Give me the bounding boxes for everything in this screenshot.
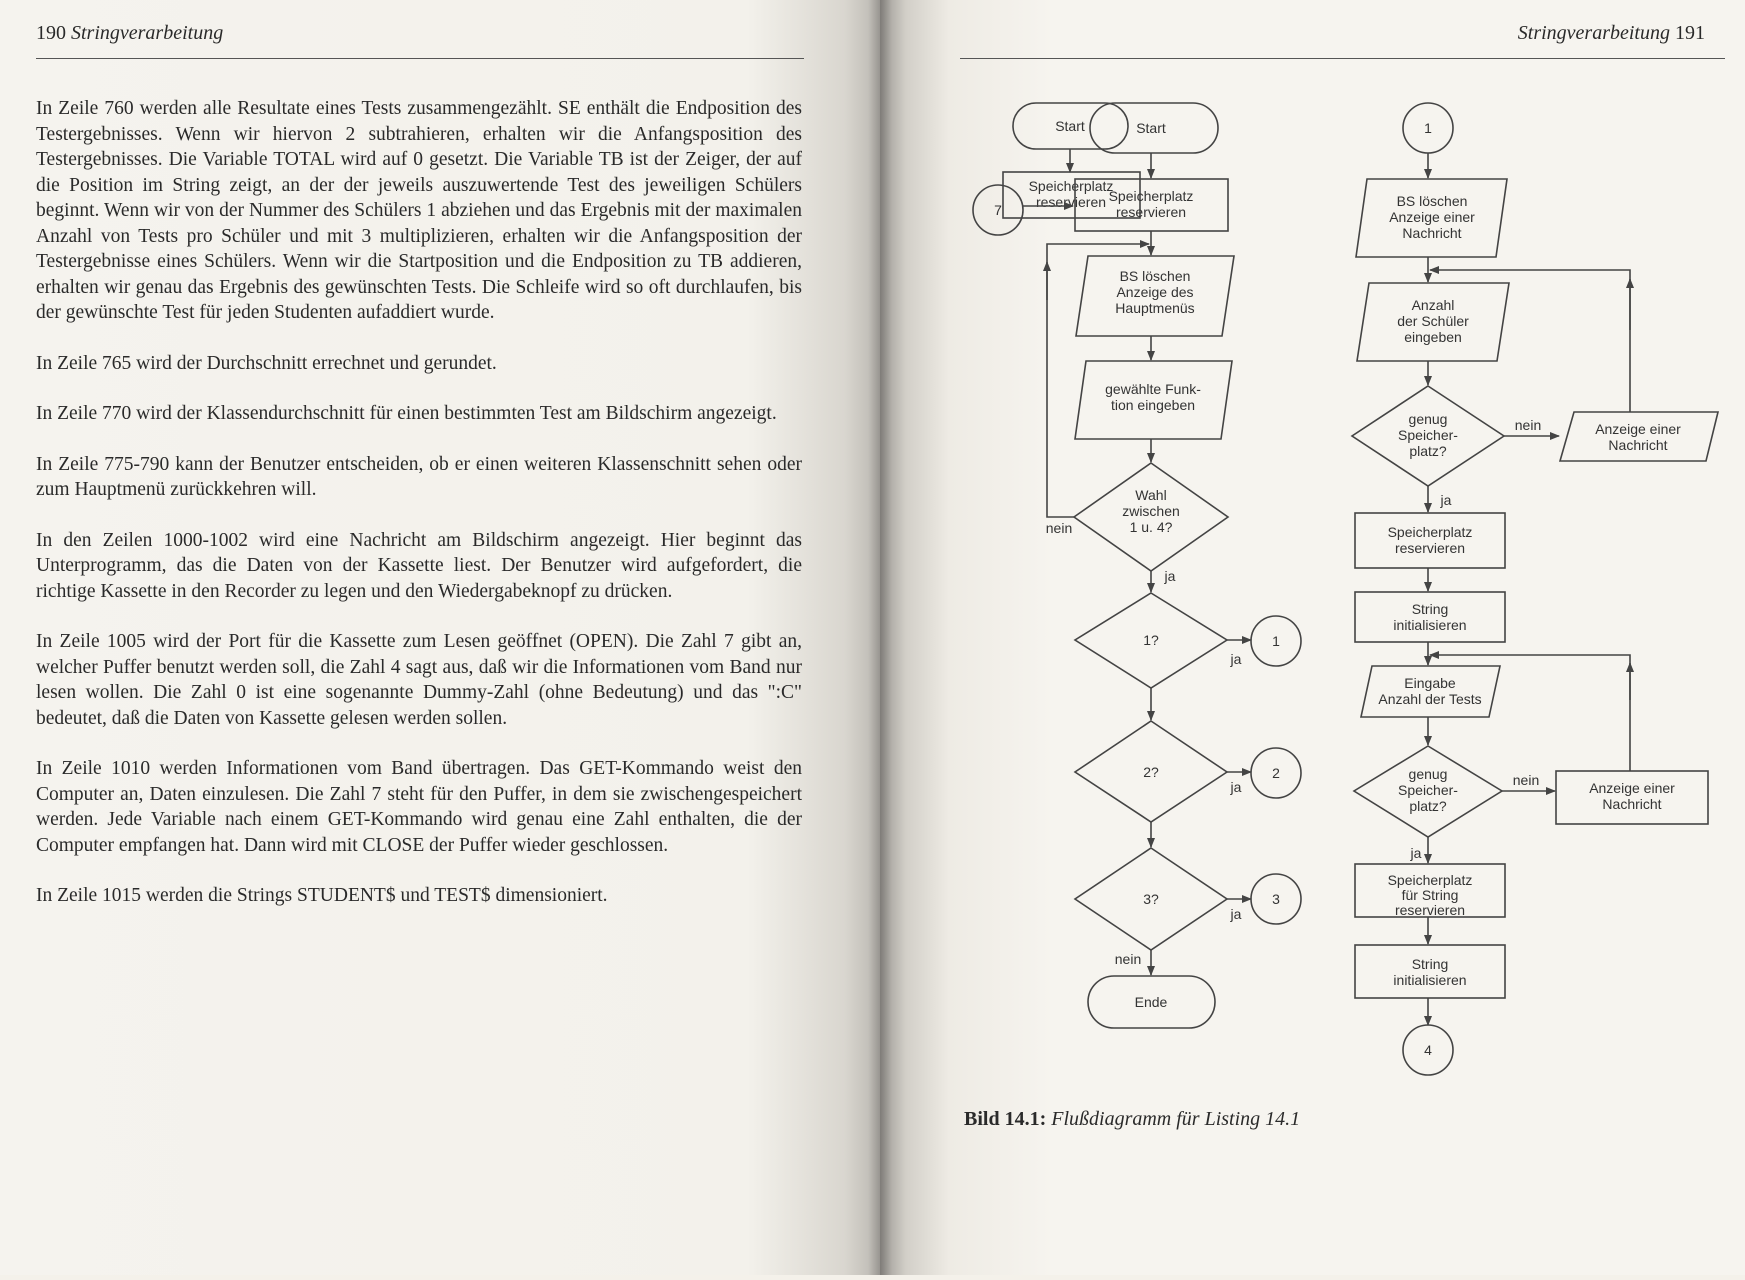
right-page-number: 191 xyxy=(1675,22,1705,44)
func-text-1: gewählte Funk- xyxy=(1105,381,1201,397)
enough2-text-1: genug xyxy=(1408,766,1448,782)
paragraph-1000: In den Zeilen 1000-1002 wird eine Nachricht am Bildschirm angezeigt. Hier beginnt das Unterprogramm, das die Daten von der Kassette liest. Der Benutzer wird aufgefordert, die richtige Kassette in den Recorder zu legen und den Wiedergabeknopf zu drücken. xyxy=(36,529,802,602)
q3-text: 3? xyxy=(1143,891,1159,907)
enough-text-3: platz? xyxy=(1409,443,1447,459)
start-text: Start xyxy=(1136,120,1166,136)
menu-text-3: Hauptmenüs xyxy=(1115,300,1195,316)
start-label: Start xyxy=(1055,118,1085,134)
q2-ja-label: ja xyxy=(1230,779,1242,795)
sp2-text-1: Speicherplatz xyxy=(1387,872,1473,888)
choice-text-3: 1 u. 4? xyxy=(1129,519,1173,535)
init2-text-1: String xyxy=(1411,956,1449,972)
paragraph-760: In Zeile 760 werden alle Resultate eines Tests zusammengezählt. SE enthält die Endposition des Testergebnisses. Wenn wir hiervon 2 subtrahieren, erhalten wir die Anfangsposition des Testergebnisses. Die Variable TOTAL wird auf 0 gesetzt. Die Variable TB ist der Zeiger, der auf die Position im String zeigt, an der der jeweils auszuwertende Test des jeweiligen Schülers beginnt. Wenn wir von der Nummer des Schülers 1 abziehen und das Ergebnis mit der maximalen Anzahl von Tests pro Schüler und mit 3 multiplizieren, erhalten wir die Anfangsposition der Testergebnisse eines Schülers. Wenn wir die Startposition und die Endposition zu TB addieren, erhalten wir genau das Ergebnis des gewünschten Tests. Die Schleife wird so oft durchlaufen, bis der gewünschte Test für jeden Studenten aufaddiert wurde. xyxy=(36,98,802,323)
caption-text: Flußdiagramm für Listing 14.1 xyxy=(1051,1108,1301,1130)
enough-ja-label: ja xyxy=(1440,492,1452,508)
msg-text-2: Nachricht xyxy=(1608,437,1668,453)
connector-1-entry-text: 1 xyxy=(1424,120,1432,136)
sp2-text-3: reservieren xyxy=(1394,902,1466,918)
paragraph-765: In Zeile 765 wird der Durchschnitt errechnet und gerundet. xyxy=(36,352,497,374)
clear-text-1: BS löschen xyxy=(1396,193,1468,209)
tests-text-1: Eingabe xyxy=(1404,675,1456,691)
reserve-label-1: Speicherplatz xyxy=(1028,178,1114,194)
choice-text-2: zwischen xyxy=(1122,503,1180,519)
init2-text-2: initialisieren xyxy=(1393,972,1467,988)
choice-ja-label: ja xyxy=(1164,568,1176,584)
sp2-text-2: für String xyxy=(1401,887,1459,903)
count-text-1: Anzahl xyxy=(1411,297,1455,313)
connector-4-text: 4 xyxy=(1424,1042,1432,1058)
menu-text-1: BS löschen xyxy=(1119,268,1191,284)
msg-text-1: Anzeige einer xyxy=(1595,421,1681,437)
caption-label: Bild 14.1: xyxy=(964,1108,1047,1130)
end-nein-label: nein xyxy=(1114,951,1142,967)
q2-text: 2? xyxy=(1143,764,1159,780)
paragraph-770: In Zeile 770 wird der Klassendurchschnitt für einen bestimmten Test am Bildschirm angezeigt. xyxy=(36,403,777,424)
clear-text-2: Anzeige einer xyxy=(1389,209,1475,225)
enough-text-1: genug xyxy=(1408,411,1448,427)
right-running-title: Stringverarbeitung xyxy=(1517,22,1670,44)
enough-text-2: Speicher- xyxy=(1398,427,1458,443)
reserve-text-1: Speicherplatz xyxy=(1108,188,1194,204)
menu-text-2: Anzeige des xyxy=(1116,284,1194,300)
sp-text-1: Speicherplatz xyxy=(1387,524,1473,540)
left-page-number: 190 xyxy=(36,22,66,44)
sp-text-2: reservieren xyxy=(1394,540,1466,556)
paragraph-1005: In Zeile 1005 wird der Port für die Kassette zum Lesen geöffnet (OPEN). Die Zahl 7 gibt an, welcher Puffer benutzt werden soll, die Zahl 4 sagt aus, daß wir die Informationen vom Band nur lesen wollen. Die Zahl 0 ist eine sogenannte Dummy-Zahl (ohne Bedeutung) und das ":C" bedeutet, daß die Daten von Kassette gelesen werden sollen. xyxy=(36,631,802,729)
msg2-text-2: Nachricht xyxy=(1602,796,1662,812)
init-text-2: initialisieren xyxy=(1393,617,1467,633)
q1-ja-label: ja xyxy=(1230,651,1242,667)
connector-3-text: 3 xyxy=(1272,891,1280,907)
reserve-text-2: reservieren xyxy=(1115,204,1187,220)
edge-msg2-loop xyxy=(1430,655,1630,771)
func-text-2: tion eingeben xyxy=(1110,397,1196,413)
left-running-title: Stringverarbeitung xyxy=(71,22,224,44)
q1-text: 1? xyxy=(1143,632,1159,648)
tests-text-2: Anzahl der Tests xyxy=(1378,691,1482,707)
reserve-label-2: reservieren xyxy=(1035,194,1107,210)
enough2-nein-label: nein xyxy=(1512,772,1540,788)
paragraph-1010: In Zeile 1010 werden Informationen vom Band übertragen. Das GET-Kommando weist den Computer an, Daten einzulesen. Die Zahl 7 steht für den Puffer, in dem sie zwischengespeichert werden. Jede Variable nach einem GET-Kommando wird genau eine Zahl enthalten, die der Computer empfangen hat. Dann wird mit CLOSE der Puffer wieder geschlossen. xyxy=(36,758,802,856)
count-text-3: eingeben xyxy=(1404,329,1462,345)
connector-1-text: 1 xyxy=(1272,633,1280,649)
msg2-text-1: Anzeige einer xyxy=(1589,780,1675,796)
paragraph-1015: In Zeile 1015 werden die Strings STUDENT$ und TEST$ dimensioniert. xyxy=(36,885,608,906)
choice-nein-label: nein xyxy=(1045,520,1073,536)
q3-ja-label: ja xyxy=(1230,906,1242,922)
connector-7-text: 7 xyxy=(994,202,1002,218)
enough-nein-label: nein xyxy=(1514,417,1542,433)
enough2-text-3: platz? xyxy=(1409,798,1447,814)
choice-text-1: Wahl xyxy=(1135,487,1167,503)
clear-text-3: Nachricht xyxy=(1402,225,1462,241)
enough2-text-2: Speicher- xyxy=(1398,782,1458,798)
paragraph-775: In Zeile 775-790 kann der Benutzer entscheiden, ob er einen weiteren Klassenschnitt sehen oder zum Hauptmenü zurückkehren will. xyxy=(36,453,802,500)
end-text: Ende xyxy=(1134,994,1168,1010)
enough2-ja-label: ja xyxy=(1410,845,1422,861)
count-text-2: der Schüler xyxy=(1397,313,1469,329)
connector-2-text: 2 xyxy=(1272,765,1280,781)
init-text-1: String xyxy=(1411,601,1449,617)
